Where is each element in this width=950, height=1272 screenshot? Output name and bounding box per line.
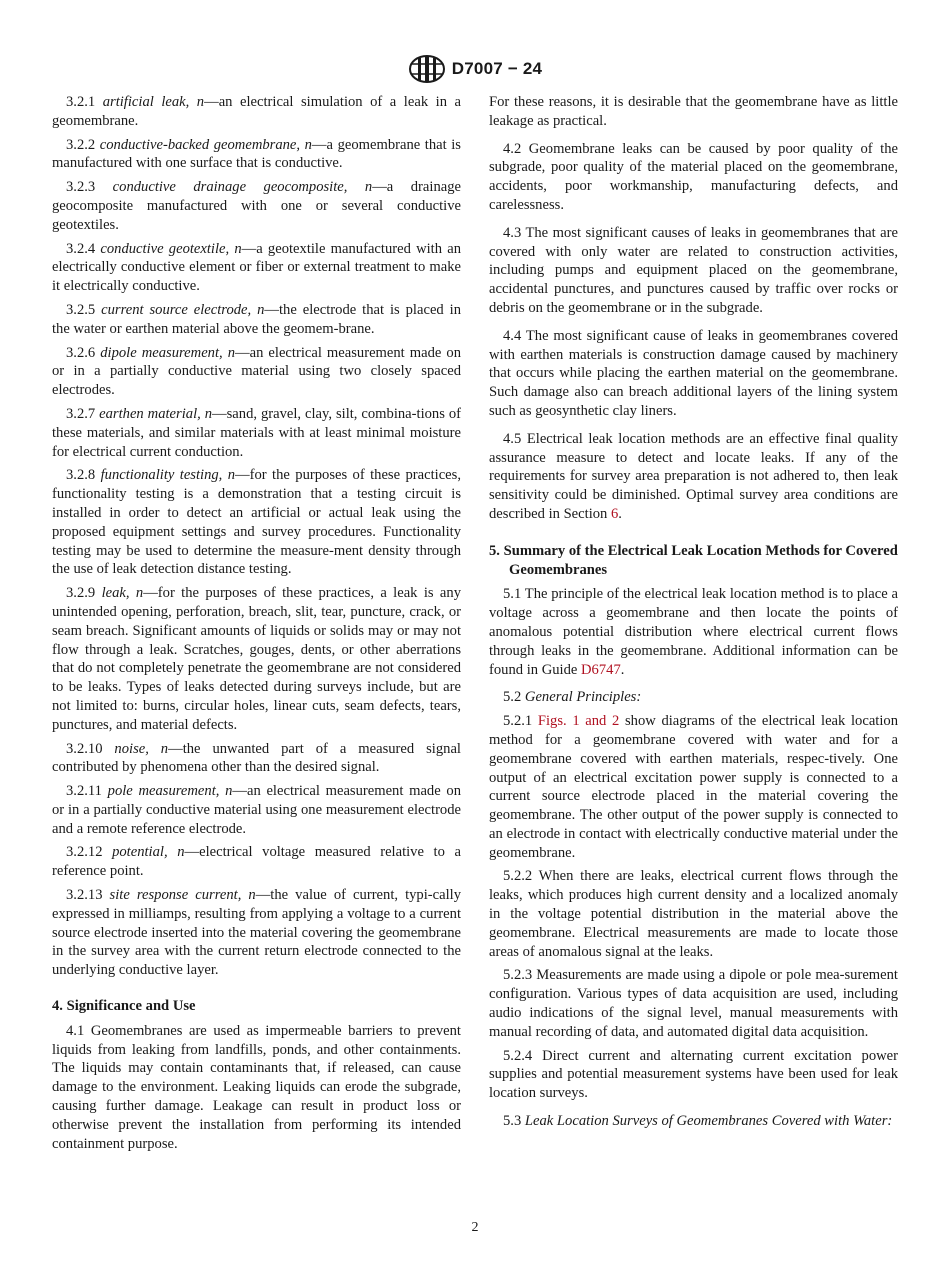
- section-4-heading: 4. Significance and Use: [52, 998, 196, 1015]
- paragraph-4-3: 4.3 The most significant causes of leaks in geomembranes that are covered with only water are related to construction activities, including pumps and equipment placed on the geomembrane, accidental punctures, and punctures caused by traffic over rocks or debris on the geomembrane or in the subgrade.: [489, 224, 898, 316]
- definitions-list: [52, 93, 461, 980]
- paragraph-5-2: 5.2 General Principles:: [503, 689, 642, 706]
- section-6-link[interactable]: 6: [611, 505, 619, 522]
- definition-term: conductive drainage geocomposite, n: [112, 179, 373, 196]
- standard-number: D7007 − 24: [451, 59, 543, 78]
- definition-term: site response current, n: [109, 887, 256, 904]
- astm-logo-icon: [408, 54, 446, 84]
- paragraph-5-2-1: 5.2.1 Figs. 1 and 2 show diagrams of the electrical leak location method for a geomembrane covered with water and for a geomembrane covered with earthen materials, respec-tively. One output of an electrical excitation power supply is connected to a current source electrode placed in the material covering the geomembrane. The other output of the power supply is connected to an electrode in contact with electrically conductive material under the geomembrane.: [489, 713, 899, 861]
- right-column: [489, 93, 898, 1136]
- definition-item: 3.2.5 current source electrode, n—the electrode that is placed in the water or earthen material above the geomem-brane.: [52, 301, 461, 337]
- definition-item: 3.2.11 pole measurement, n—an electrical measurement made on or in a partially conductive material using one measurement electrode and a remote reference electrode.: [52, 783, 461, 837]
- definition-term: pole measurement, n: [107, 783, 233, 800]
- definition-item: 3.2.2 conductive-backed geomembrane, n—a geomembrane that is manufactured with one surface that is conductive.: [52, 136, 461, 172]
- definition-term: conductive geotextile, n: [100, 240, 242, 257]
- definition-item: 3.2.8 functionality testing, n—for the purposes of these practices, functionality testing is a demonstration that a testing circuit is installed in order to detect an artificial or actual leak using the proposed equipment settings and survey procedures. Functionality testing may be used to determine the measure-ment density through the use of leak detection distance testing.: [52, 467, 461, 578]
- definition-term: leak, n: [101, 585, 144, 602]
- definition-term: conductive-backed geomembrane, n: [99, 136, 312, 153]
- definition-term: earthen material, n: [99, 405, 213, 422]
- definition-item: 3.2.1 artificial leak, n—an electrical simulation of a leak in a geomembrane.: [52, 94, 461, 129]
- definition-item: 3.2.10 noise, n—the unwanted part of a measured signal contributed by phenomena other than the desired signal.: [52, 740, 461, 776]
- page-number: 2: [471, 1220, 479, 1235]
- paragraph-5-1: 5.1 The principle of the electrical leak location method is to place a voltage across a geomembrane and then locate the points of anomalous potential distribution where electrical current flows through leaks in the geomembrane. Additional information can be found in Guide D6747.: [489, 586, 898, 678]
- left-column: [52, 93, 461, 1153]
- d6747-link[interactable]: D6747: [581, 661, 621, 678]
- paragraph-4-1-continued: For these reasons, it is desirable that the geomembrane have as little leakage as practical.: [489, 94, 898, 129]
- paragraph-4-4: 4.4 The most significant cause of leaks in geomembranes covered with earthen materials is construction damage caused by machinery that occurs while placing the earthen material on the geomembrane. Such damage also can breach additional layers of the lining system such as geosynthetic clay liners.: [489, 327, 898, 419]
- definition-term: potential, n: [112, 844, 185, 861]
- definition-term: dipole measurement, n: [100, 344, 236, 361]
- definition-item: 3.2.7 earthen material, n—sand, gravel, clay, silt, combina-tions of these materials, and similar materials with at least minimal moisture for electrical current conduction.: [52, 405, 461, 460]
- page-header: [0, 52, 950, 86]
- definition-term: functionality testing, n: [100, 467, 236, 484]
- definition-item: 3.2.13 site response current, n—the value of current, typi-cally expressed in milliamps, resulting from applying a voltage to a current source electrode inserted into the material covering the geomembrane in the survey area with the current return electrode connected to the underlying conductive layer.: [52, 887, 462, 979]
- paragraph-5-2-2: 5.2.2 When there are leaks, electrical current flows through the leaks, which produces high current density and a localized anomaly in the voltage potential distribution in the material above the geomembrane. Electrical measurements are made to locate those areas of anomalous signal at the leaks.: [489, 868, 898, 960]
- section-5-heading: 5. Summary of the Electrical Leak Location Methods for Covered Geomembranes: [489, 542, 898, 578]
- paragraph-5-3: 5.3 Leak Location Surveys of Geomembranes Covered with Water:: [503, 1113, 893, 1130]
- paragraph-4-5: 4.5 Electrical leak location methods are an effective final quality assurance measure to detect and locate leaks. If any of the requirements for survey area preparation is not adhered to, then leak sensitivity could be diminished. Optimal survey area conditions are described in Section 6.: [489, 430, 898, 522]
- paragraph-4-1: 4.1 Geomembranes are used as impermeable barriers to prevent liquids from leaking from landfills, ponds, and other containments. The liquids may contain contaminants that, if released, can cause damage to the environment. Leaking liquids can erode the subgrade, causing further damage. Leakage can result in product loss or otherwise prevent the installation from performing its intended containment purpose.: [52, 1022, 461, 1152]
- definition-term: artificial leak, n: [102, 94, 205, 110]
- definition-term: noise, n: [114, 740, 169, 757]
- definition-item: 3.2.4 conductive geotextile, n—a geotextile manufactured with an electrically conductive element or fiber or external treatment to make it electrically conductive.: [52, 240, 461, 295]
- paragraph-4-2: 4.2 Geomembrane leaks can be caused by poor quality of the subgrade, poor quality of the material placed on the geomembrane, accidents, poor workmanship, manufacturing defects, and carelessness.: [489, 140, 898, 213]
- definition-item: 3.2.9 leak, n—for the purposes of these practices, a leak is any unintended opening, perforation, breach, slit, tear, puncture, crack, or seam breach. Significant amounts of liquids or solids may or may not flow through a leak. Scratches, gouges, dents, or other aberrations that do not completely penetrate the geomembrane are not considered to be leaks. Types of leaks detected during surveys include, but are not limited to: burns, circular holes, linear cuts, seam defects, tears, punctures, and material defects.: [52, 585, 461, 733]
- definition-item: 3.2.3 conductive drainage geocomposite, n—a drainage geocomposite manufactured with one or several conductive geotextiles.: [52, 179, 461, 233]
- figs-1-2-link[interactable]: Figs. 1 and 2: [537, 713, 620, 730]
- paragraph-5-2-3: 5.2.3 Measurements are made using a dipole or pole mea-surement configuration. Various types of data acquisition are used, including audio indications of the signal level, manual measurements with manual recording of data, and automated digital data acquisition.: [489, 967, 898, 1040]
- definition-item: 3.2.12 potential, n—electrical voltage measured relative to a reference point.: [52, 844, 461, 880]
- definition-item: 3.2.6 dipole measurement, n—an electrical measurement made on or in a partially conductive material using two closely spaced electrodes.: [52, 344, 461, 399]
- paragraph-5-2-4: 5.2.4 Direct current and alternating current excitation power supplies and potential measurement systems have been used for leak location surveys.: [489, 1047, 898, 1102]
- definition-term: current source electrode, n: [101, 301, 265, 318]
